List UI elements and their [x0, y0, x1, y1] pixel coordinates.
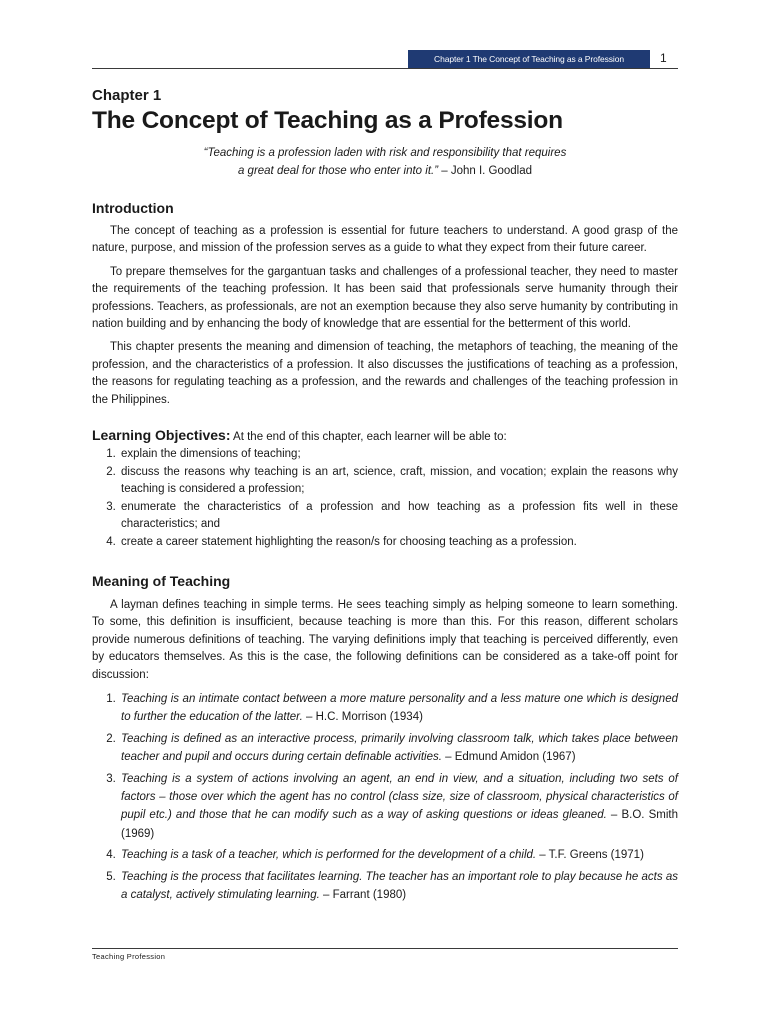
chapter-label: Chapter 1	[92, 87, 162, 104]
definition-quote: Teaching is the process that facilitates learning. The teacher has an important role to play because he acts as a catalyst, actively stimulating learning.	[121, 870, 678, 901]
definition-item	[119, 770, 678, 844]
intro-paragraph: This chapter presents the meaning and dimension of teaching, the metaphors of teaching, the meaning of the profession, and the characteristics of a profession. It also discusses the justifications of teaching as a profession, the reasons for regulating teaching as a profession, and the rewards and challenges of the teaching profession in the Philippines.	[92, 341, 678, 406]
learning-objectives	[92, 427, 678, 551]
definition-quote: Teaching is a task of a teacher, which is performed for the development of a child.	[121, 849, 537, 862]
intro-paragraph: The concept of teaching as a profession is essential for future teachers to understand. A good grasp of the nature, purpose, and mission of the profession serves as a guide to what they expect from their future career.	[92, 225, 678, 255]
objective-item: 3. enumerate the characteristics of a profession and how teaching as a profession fits well in these characteristics; and	[119, 499, 678, 534]
definition-source: – B.O. Smith (1969)	[121, 809, 678, 840]
definitions-list	[92, 690, 678, 904]
definition-item	[119, 690, 678, 727]
objectives-heading: Learning Objectives:	[92, 427, 231, 444]
definition-quote: Teaching is defined as an interactive process, primarily involving classroom talk, which takes place between teacher and pupil and occurs during certain definable activities.	[121, 732, 678, 764]
definition-item	[119, 846, 678, 864]
objectives-lead: At the end of this chapter, each learner will be able to:	[230, 431, 507, 444]
objective-item: 4. create a career statement highlighting the reason/s for choosing teaching as a profession.	[119, 534, 678, 551]
definition-item	[119, 868, 678, 905]
definition-source: – Edmund Amidon (1967)	[441, 751, 576, 764]
running-header-title: Chapter 1 The Concept of Teaching as a Profession	[408, 50, 650, 68]
page-number: 1	[660, 51, 667, 65]
chapter-title: The Concept of Teaching as a Profession	[92, 107, 563, 134]
definition-source: – H.C. Morrison (1934)	[302, 711, 423, 724]
definition-source: – T.F. Greens (1971)	[536, 849, 644, 862]
epigraph-author: – John I. Goodlad	[438, 165, 533, 177]
epigraph-line-2	[92, 162, 678, 180]
objectives-intro	[92, 427, 678, 446]
meaning-paragraph: A layman defines teaching in simple terms. He sees teaching simply as helping someone to learn something. To some, this definition is insufficient, because teaching is more than this. For this reason, different scholars provide numerous definitions of teaching. The varying definitions imply that teaching is perceived differently, even by educators themselves. As this is the case, the following definitions can be considered as a take-off point for discussion:	[92, 598, 678, 681]
objective-item: 2. discuss the reasons why teaching is an art, science, craft, mission, and vocation; explain the reasons why teaching is considered a profession;	[119, 464, 678, 499]
footer-divider	[92, 948, 678, 949]
meaning-heading: Meaning of Teaching	[92, 572, 231, 589]
intro-paragraph: To prepare themselves for the gargantuan tasks and challenges of a professional teacher, they need to master the requirements of the teaching profession. It has been said that professionals serve humanity through their professions. Teachers, as professionals, are not an exemption because they also serve humanity by contributing in nation building and by enhancing the body of knowledge that are essential for the betterment of this world.	[92, 265, 678, 331]
introduction-heading: Introduction	[92, 200, 174, 216]
definition-quote: Teaching is an intimate contact between a more mature personality and a less mature one which is designed to further the education of the latter.	[121, 692, 678, 724]
page-content	[92, 86, 678, 907]
footer-text: Teaching Profession	[92, 952, 166, 961]
epigraph-quote-end: a great deal for those who enter into it.”	[237, 165, 439, 177]
definition-source: – Farrant (1980)	[319, 889, 407, 901]
header-divider	[92, 68, 678, 69]
objective-item: 1. explain the dimensions of teaching;	[119, 446, 678, 463]
definition-quote: Teaching is a system of actions involving an agent, an end in view, and a situation, including two sets of factors – those over which the agent has no control (class size, size of classroom, physical characteristics of pupil etc.) and those that he can modify such as a way of asking questions or ideas gleaned.	[121, 772, 678, 822]
epigraph-line-1: “Teaching is a profession laden with risk and responsibility that requires	[203, 147, 567, 159]
epigraph	[92, 144, 678, 180]
definition-item	[119, 730, 678, 767]
objectives-list	[92, 446, 678, 550]
